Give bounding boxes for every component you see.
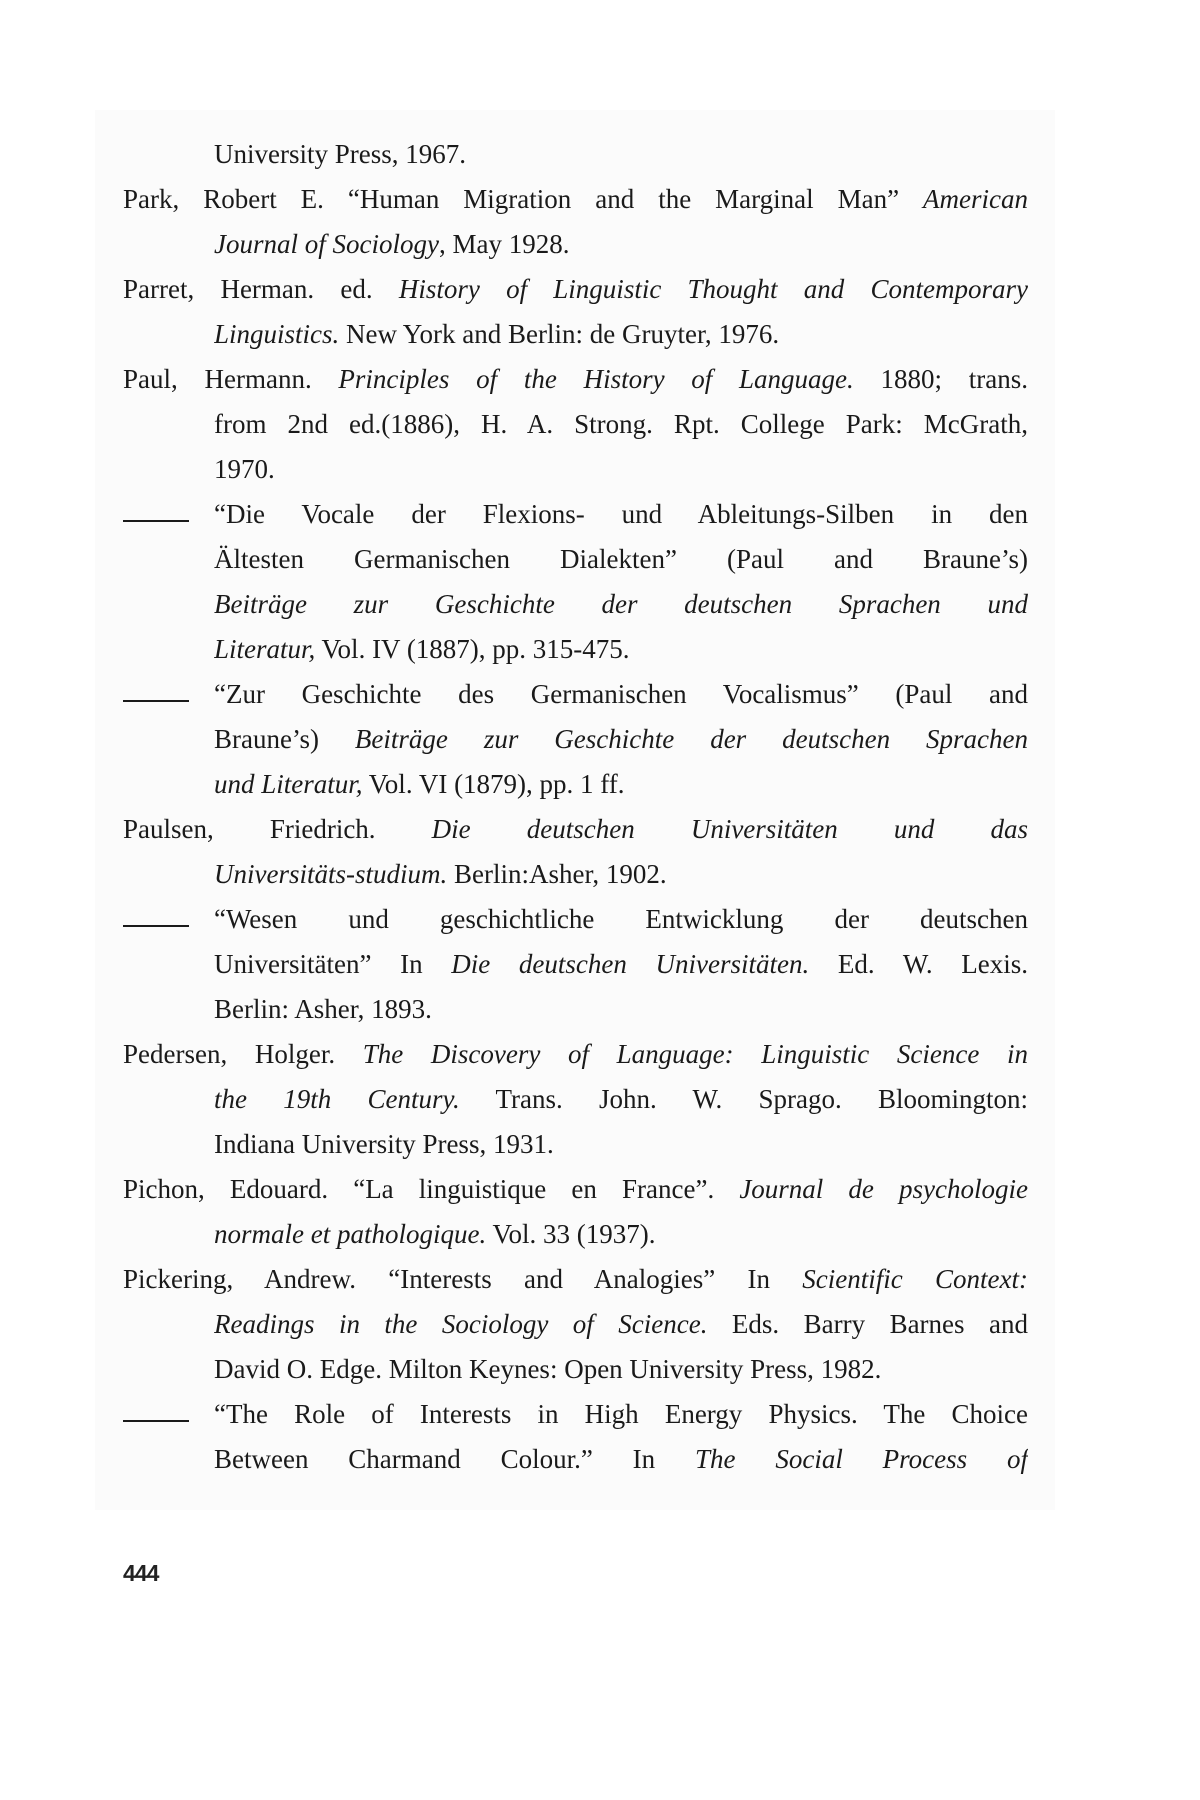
bibliography-entry-start [123, 807, 1028, 852]
bibliography-entry-start [123, 267, 1028, 312]
text-segment: Ältesten Germanischen Dialekten” (Paul and Braune’s) [214, 544, 1028, 574]
bibliography-entry-start [123, 1032, 1028, 1077]
text-segment: Universitäten” In [214, 949, 452, 979]
italic-title: Principles of the History of Language. [338, 364, 854, 394]
bibliography-line [123, 582, 1028, 627]
bibliography-line [123, 942, 1028, 987]
text-segment: David O. Edge. Milton Keynes: Open University Press, 1982. [214, 1354, 882, 1384]
bibliography-line [123, 762, 1028, 807]
line-text [214, 897, 1028, 942]
bibliography-line [123, 1122, 1028, 1167]
page-number: 444 [123, 1560, 159, 1586]
text-segment: New York and Berlin: de Gruyter, 1976. [339, 319, 780, 349]
text-segment: Pichon, Edouard. “La linguistique en France”. [123, 1174, 740, 1204]
line-text [214, 537, 1028, 582]
text-segment: from 2nd ed.(1886), H. A. Strong. Rpt. College Park: McGrath, [214, 409, 1028, 439]
line-text [214, 132, 1028, 177]
line-text [123, 1167, 1028, 1212]
line-text [214, 627, 1028, 672]
line-text [123, 807, 1028, 852]
text-segment: “Die Vocale der Flexions- und Ableitungs-Silben in den [214, 499, 1028, 529]
line-text [214, 1392, 1028, 1437]
line-text [214, 1437, 1028, 1482]
italic-title: The Discovery of Language: Linguistic Science in [362, 1039, 1028, 1069]
italic-title: Beiträge zur Geschichte der deutschen Sprachen und [214, 589, 1028, 619]
line-text [214, 987, 1028, 1032]
italic-title: Beiträge zur Geschichte der deutschen Sprachen [354, 724, 1028, 754]
line-text [123, 177, 1028, 222]
text-segment: Vol. VI (1879), pp. 1 ff. [362, 769, 625, 799]
bibliography-line [123, 627, 1028, 672]
line-text [214, 582, 1028, 627]
bibliography-line [123, 1347, 1028, 1392]
bibliography-line [123, 312, 1028, 357]
bibliography-line [123, 717, 1028, 762]
italic-title: the 19th Century. [214, 1084, 460, 1114]
italic-title: und Literatur, [214, 769, 363, 799]
text-segment: Indiana University Press, 1931. [214, 1129, 554, 1159]
italic-title: Die deutschen Universitäten und das [431, 814, 1028, 844]
text-segment: 1970. [214, 454, 275, 484]
line-text [214, 1347, 1028, 1392]
text-segment: Ed. W. Lexis. [809, 949, 1028, 979]
bibliography-entry-start [123, 1167, 1028, 1212]
text-segment: “The Role of Interests in High Energy Physics. The Choice [214, 1399, 1028, 1429]
line-text [214, 762, 1028, 807]
line-text [214, 1212, 1028, 1257]
same-author-dash [123, 700, 189, 702]
line-text [214, 1302, 1028, 1347]
bibliography-line [123, 447, 1028, 492]
bibliography-entry-start [123, 177, 1028, 222]
italic-title: Literatur, [214, 634, 316, 664]
text-segment: Trans. John. W. Sprago. Bloomington: [459, 1084, 1028, 1114]
text-segment: University Press, 1967. [214, 139, 466, 169]
italic-title: The Social Process of [695, 1444, 1028, 1474]
italic-title: Linguistics. [214, 319, 340, 349]
bibliography-line [123, 1077, 1028, 1122]
bibliography-line [123, 897, 1028, 942]
bibliography-line [123, 852, 1028, 897]
text-segment: , May 1928. [438, 229, 570, 259]
line-text [214, 447, 1028, 492]
text-segment: Berlin:Asher, 1902. [447, 859, 667, 889]
bibliography-line [123, 402, 1028, 447]
bibliography-line [123, 222, 1028, 267]
line-text [123, 267, 1028, 312]
bibliography-line [123, 537, 1028, 582]
italic-title: Readings in the Sociology of Science. [214, 1309, 708, 1339]
italic-title: Journal of Sociology [214, 229, 439, 259]
text-segment: Parret, Herman. ed. [123, 274, 399, 304]
line-text [123, 357, 1028, 402]
line-text [214, 312, 1028, 357]
line-text [214, 492, 1028, 537]
text-segment: Eds. Barry Barnes and [707, 1309, 1028, 1339]
bibliography-line [123, 1392, 1028, 1437]
text-segment: Between Charmand Colour.” In [214, 1444, 696, 1474]
bibliography-line [123, 672, 1028, 717]
text-segment: Paulsen, Friedrich. [123, 814, 432, 844]
text-segment: Berlin: Asher, 1893. [214, 994, 432, 1024]
bibliography-entry-start [123, 1257, 1028, 1302]
line-text [214, 1122, 1028, 1167]
line-text [123, 1257, 1028, 1302]
line-text [214, 672, 1028, 717]
bibliography-entry-start [123, 357, 1028, 402]
same-author-dash [123, 1420, 189, 1422]
text-segment: Vol. 33 (1937). [486, 1219, 656, 1249]
bibliography-line [123, 987, 1028, 1032]
text-segment: Pickering, Andrew. “Interests and Analogies” In [123, 1264, 803, 1294]
bibliography-line [123, 132, 1028, 177]
line-text [214, 402, 1028, 447]
italic-title: normale et pathologique. [214, 1219, 487, 1249]
text-segment: “Wesen und geschichtliche Entwicklung der deutschen [214, 904, 1028, 934]
line-text [214, 1077, 1028, 1122]
line-text [214, 852, 1028, 897]
bibliography-list [123, 132, 1028, 1482]
bibliography-line [123, 1212, 1028, 1257]
bibliography-line [123, 1437, 1028, 1482]
line-text [123, 1032, 1028, 1077]
italic-title: History of Linguistic Thought and Contemporary [398, 274, 1028, 304]
text-segment: Pedersen, Holger. [123, 1039, 363, 1069]
italic-title: Universitäts-studium. [214, 859, 448, 889]
same-author-dash [123, 520, 189, 522]
line-text [214, 222, 1028, 267]
line-text [214, 717, 1028, 762]
italic-title: Scientific Context: [802, 1264, 1028, 1294]
same-author-dash [123, 925, 189, 927]
bibliography-line [123, 1302, 1028, 1347]
text-segment: “Zur Geschichte des Germanischen Vocalismus” (Paul and [214, 679, 1028, 709]
italic-title: Journal de psychologie [739, 1174, 1028, 1204]
text-segment: Park, Robert E. “Human Migration and the Marginal Man” [123, 184, 924, 214]
text-segment: Vol. IV (1887), pp. 315-475. [315, 634, 630, 664]
text-segment: Braune’s) [214, 724, 355, 754]
italic-title: Die deutschen Universitäten. [451, 949, 810, 979]
bibliography-line [123, 492, 1028, 537]
text-segment: 1880; trans. [853, 364, 1028, 394]
line-text [214, 942, 1028, 987]
text-segment: Paul, Hermann. [123, 364, 339, 394]
italic-title: American [923, 184, 1028, 214]
